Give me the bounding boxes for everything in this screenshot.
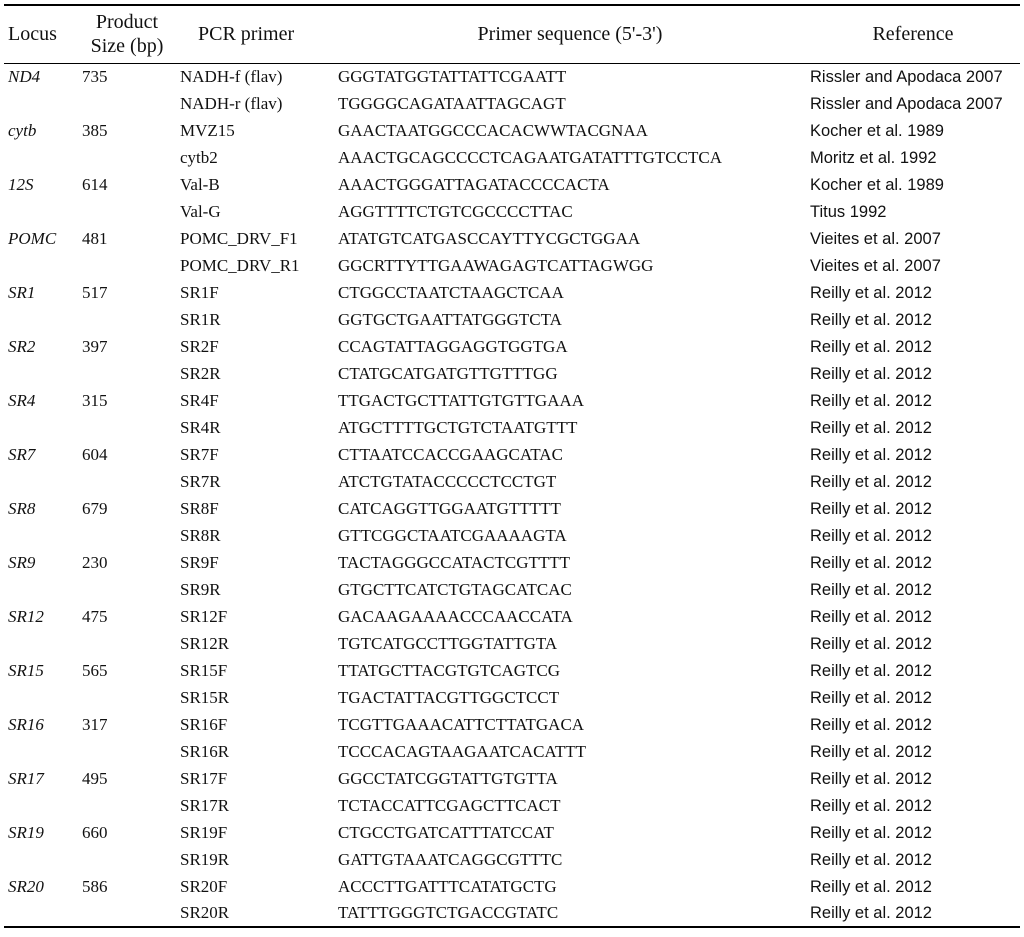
cell-primer-sequence: TGACTATTACGTTGGCTCCT: [338, 687, 560, 707]
cell-pcr-primer: SR8F: [180, 498, 219, 518]
cell-pcr-primer: SR19R: [180, 849, 230, 869]
cell-primer-sequence: ACCCTTGATTTCATATGCTG: [338, 876, 557, 896]
table-row: [4, 171, 1020, 198]
header-size-line2: Size (bp): [90, 35, 164, 58]
cell-reference: Reilly et al. 2012: [810, 715, 932, 734]
cell-pcr-primer: MVZ15: [180, 120, 235, 140]
table-row: [4, 630, 1020, 657]
header-product-size: [78, 5, 176, 63]
cell-product-size: 481: [82, 228, 108, 248]
cell-pcr-primer: POMC_DRV_F1: [180, 228, 298, 248]
cell-product-size: [78, 738, 176, 765]
cell-product-size: [78, 360, 176, 387]
table-row: [4, 576, 1020, 603]
cell-locus: [4, 522, 78, 549]
cell-locus: [4, 360, 78, 387]
cell-locus: SR12: [8, 606, 44, 626]
cell-locus: [4, 900, 78, 927]
cell-pcr-primer: SR4R: [180, 417, 221, 437]
cell-locus: [4, 684, 78, 711]
table-row: [4, 225, 1020, 252]
table-row: [4, 549, 1020, 576]
cell-primer-sequence: GTGCTTCATCTGTAGCATCAC: [338, 579, 572, 599]
cell-reference: Moritz et al. 1992: [810, 148, 937, 167]
cell-product-size: [78, 684, 176, 711]
cell-locus: SR7: [8, 444, 36, 464]
cell-product-size: [78, 144, 176, 171]
cell-primer-sequence: GGCCTATCGGTATTGTGTTA: [338, 768, 558, 788]
cell-pcr-primer: Val-B: [180, 174, 220, 194]
cell-product-size: 586: [82, 876, 108, 896]
cell-locus: [4, 846, 78, 873]
cell-primer-sequence: CTGGCCTAATCTAAGCTCAA: [338, 282, 564, 302]
cell-locus: [4, 468, 78, 495]
cell-product-size: [78, 900, 176, 927]
cell-primer-sequence: GGCRTTYTTGAAWAGAGTCATTAGWGG: [338, 255, 654, 275]
table-row: [4, 306, 1020, 333]
cell-locus: [4, 414, 78, 441]
cell-pcr-primer: SR19F: [180, 822, 228, 842]
cell-primer-sequence: GATTGTAAATCAGGCGTTTC: [338, 849, 563, 869]
cell-primer-sequence: TATTTGGGTCTGACCGTATC: [334, 900, 806, 927]
cell-primer-sequence: AGGTTTTCTGTCGCCCCTTAC: [338, 201, 573, 221]
cell-primer-sequence: AAACTGGGATTAGATACCCCACTA: [338, 174, 610, 194]
cell-locus: [4, 630, 78, 657]
cell-pcr-primer: Val-G: [180, 201, 221, 221]
table-row: [4, 603, 1020, 630]
cell-primer-sequence: GTTCGGCTAATCGAAAAGTA: [338, 525, 567, 545]
table-row: [4, 414, 1020, 441]
cell-locus: [4, 792, 78, 819]
cell-reference: Kocher et al. 1989: [810, 175, 944, 194]
table-row: [4, 657, 1020, 684]
table-row: [4, 792, 1020, 819]
cell-reference: Reilly et al. 2012: [810, 364, 932, 383]
cell-locus: SR20: [8, 876, 44, 896]
cell-locus: [4, 576, 78, 603]
table-row: [4, 441, 1020, 468]
table-row: [4, 252, 1020, 279]
table-row: [4, 522, 1020, 549]
cell-product-size: [78, 468, 176, 495]
table-row: [4, 360, 1020, 387]
cell-reference: Reilly et al. 2012: [810, 337, 932, 356]
table-row: [4, 468, 1020, 495]
cell-pcr-primer: cytb2: [180, 147, 218, 167]
cell-primer-sequence: TGTCATGCCTTGGTATTGTA: [338, 633, 558, 653]
cell-reference: Reilly et al. 2012: [810, 877, 932, 896]
cell-locus: [4, 738, 78, 765]
cell-reference: Reilly et al. 2012: [810, 526, 932, 545]
cell-product-size: 315: [82, 390, 108, 410]
table-row: [4, 900, 1020, 927]
cell-reference: Titus 1992: [810, 202, 887, 221]
cell-primer-sequence: ATGCTTTTGCTGTCTAATGTTT: [338, 417, 578, 437]
table-row: [4, 819, 1020, 846]
cell-locus: ND4: [8, 66, 41, 86]
cell-locus: [4, 306, 78, 333]
cell-pcr-primer: SR7R: [180, 471, 221, 491]
cell-reference: Reilly et al. 2012: [810, 634, 932, 653]
cell-pcr-primer: POMC_DRV_R1: [180, 255, 300, 275]
cell-locus: SR19: [8, 822, 44, 842]
cell-pcr-primer: SR20F: [180, 876, 228, 896]
cell-product-size: [78, 252, 176, 279]
cell-pcr-primer: SR9F: [180, 552, 219, 572]
cell-primer-sequence: TCTACCATTCGAGCTTCACT: [338, 795, 561, 815]
cell-primer-sequence: TCCCACAGTAAGAATCACATTT: [338, 741, 586, 761]
cell-pcr-primer: SR17F: [180, 768, 228, 788]
cell-product-size: [78, 306, 176, 333]
cell-pcr-primer: SR7F: [180, 444, 219, 464]
cell-product-size: 385: [82, 120, 108, 140]
cell-pcr-primer: SR15R: [180, 687, 230, 707]
table-row: [4, 279, 1020, 306]
cell-reference: Vieites et al. 2007: [810, 256, 941, 275]
cell-pcr-primer: SR15F: [180, 660, 228, 680]
cell-pcr-primer: NADH-r (flav): [180, 93, 283, 113]
cell-primer-sequence: TCGTTGAAACATTCTTATGACA: [338, 714, 585, 734]
cell-reference: Rissler and Apodaca 2007: [810, 94, 1003, 113]
cell-product-size: [78, 414, 176, 441]
table-row: [4, 711, 1020, 738]
cell-primer-sequence: TTATGCTTACGTGTCAGTCG: [338, 660, 561, 680]
cell-product-size: [78, 630, 176, 657]
cell-primer-sequence: ATATGTCATGASCCAYTTYCGCTGGAA: [338, 228, 641, 248]
cell-pcr-primer: SR16R: [180, 741, 230, 761]
cell-reference: Reilly et al. 2012: [810, 499, 932, 518]
table-row: [4, 333, 1020, 360]
cell-product-size: 397: [82, 336, 108, 356]
cell-product-size: 679: [82, 498, 108, 518]
cell-pcr-primer: SR12F: [180, 606, 228, 626]
table-row: [4, 90, 1020, 117]
cell-product-size: [78, 846, 176, 873]
cell-product-size: [78, 198, 176, 225]
cell-primer-sequence: TTGACTGCTTATTGTGTTGAAA: [338, 390, 585, 410]
cell-primer-sequence: GGGTATGGTATTATTCGAATT: [338, 66, 567, 86]
cell-product-size: 614: [82, 174, 108, 194]
cell-reference: Kocher et al. 1989: [810, 121, 944, 140]
cell-reference: Reilly et al. 2012: [810, 661, 932, 680]
cell-product-size: 495: [82, 768, 108, 788]
cell-reference: Reilly et al. 2012: [810, 283, 932, 302]
cell-primer-sequence: CATCAGGTTGGAATGTTTTT: [338, 498, 561, 518]
cell-product-size: 735: [82, 66, 108, 86]
cell-product-size: 660: [82, 822, 108, 842]
cell-primer-sequence: CTTAATCCACCGAAGCATAC: [338, 444, 563, 464]
cell-primer-sequence: GGTGCTGAATTATGGGTCTA: [338, 309, 562, 329]
cell-pcr-primer: SR8R: [180, 525, 221, 545]
cell-primer-sequence: TACTAGGGCCATACTCGTTTT: [338, 552, 571, 572]
cell-pcr-primer: NADH-f (flav): [180, 66, 283, 86]
cell-product-size: [78, 90, 176, 117]
cell-locus: SR2: [8, 336, 36, 356]
cell-reference: Reilly et al. 2012: [806, 900, 1020, 927]
cell-product-size: 230: [82, 552, 108, 572]
cell-pcr-primer: SR12R: [180, 633, 230, 653]
cell-reference: Reilly et al. 2012: [810, 445, 932, 464]
cell-product-size: 517: [82, 282, 108, 302]
table-row: [4, 117, 1020, 144]
cell-locus: SR17: [8, 768, 44, 788]
cell-locus: [4, 90, 78, 117]
cell-reference: Reilly et al. 2012: [810, 742, 932, 761]
cell-primer-sequence: ATCTGTATACCCCCTCCTGT: [338, 471, 557, 491]
cell-locus: [4, 252, 78, 279]
cell-locus: SR9: [8, 552, 36, 572]
cell-pcr-primer: SR16F: [180, 714, 228, 734]
cell-primer-sequence: GACAAGAAAACCCAACCATA: [338, 606, 573, 626]
table-row: [4, 765, 1020, 792]
cell-product-size: 317: [82, 714, 108, 734]
primer-table: [4, 4, 1020, 928]
cell-product-size: 604: [82, 444, 108, 464]
header-primer-sequence: Primer sequence (5'-3'): [334, 5, 806, 63]
cell-reference: Reilly et al. 2012: [810, 472, 932, 491]
header-size-line1: Product: [95, 11, 159, 34]
cell-primer-sequence: CTATGCATGATGTTGTTTGG: [338, 363, 558, 383]
cell-reference: Reilly et al. 2012: [810, 688, 932, 707]
table-row: [4, 198, 1020, 225]
cell-pcr-primer: SR17R: [180, 795, 230, 815]
table-body: [4, 63, 1020, 927]
cell-reference: Rissler and Apodaca 2007: [810, 67, 1003, 86]
cell-pcr-primer: SR4F: [180, 390, 219, 410]
cell-primer-sequence: CCAGTATTAGGAGGTGGTGA: [338, 336, 568, 356]
cell-pcr-primer: SR1R: [180, 309, 221, 329]
cell-locus: SR15: [8, 660, 44, 680]
cell-reference: Reilly et al. 2012: [810, 796, 932, 815]
cell-product-size: 565: [82, 660, 108, 680]
cell-reference: Reilly et al. 2012: [810, 607, 932, 626]
cell-pcr-primer: SR2R: [180, 363, 221, 383]
cell-primer-sequence: TGGGGCAGATAATTAGCAGT: [338, 93, 566, 113]
table-row: [4, 387, 1020, 414]
cell-locus: POMC: [8, 228, 57, 248]
table-row: [4, 846, 1020, 873]
cell-reference: Reilly et al. 2012: [810, 391, 932, 410]
cell-pcr-primer: SR9R: [180, 579, 221, 599]
cell-reference: Reilly et al. 2012: [810, 418, 932, 437]
cell-locus: 12S: [8, 174, 34, 194]
cell-reference: Reilly et al. 2012: [810, 553, 932, 572]
table-row: [4, 684, 1020, 711]
cell-product-size: [78, 522, 176, 549]
cell-locus: SR1: [8, 282, 36, 302]
header-locus: Locus: [4, 5, 78, 63]
table-row: [4, 873, 1020, 900]
cell-reference: Reilly et al. 2012: [810, 769, 932, 788]
header-row: [4, 5, 1020, 63]
cell-pcr-primer: SR2F: [180, 336, 219, 356]
table-row: [4, 144, 1020, 171]
table-row: [4, 738, 1020, 765]
cell-pcr-primer: SR1F: [180, 282, 219, 302]
header-pcr-primer: PCR primer: [176, 5, 334, 63]
cell-locus: cytb: [8, 120, 37, 140]
cell-pcr-primer: SR20R: [176, 900, 334, 927]
cell-primer-sequence: CTGCCTGATCATTTATCCAT: [338, 822, 554, 842]
cell-reference: Reilly et al. 2012: [810, 850, 932, 869]
header-reference: Reference: [806, 5, 1020, 63]
cell-product-size: 475: [82, 606, 108, 626]
cell-reference: Vieites et al. 2007: [810, 229, 941, 248]
cell-reference: Reilly et al. 2012: [810, 580, 932, 599]
cell-reference: Reilly et al. 2012: [810, 310, 932, 329]
cell-locus: [4, 144, 78, 171]
cell-locus: SR16: [8, 714, 44, 734]
cell-product-size: [78, 576, 176, 603]
cell-locus: [4, 198, 78, 225]
cell-product-size: [78, 792, 176, 819]
cell-primer-sequence: AAACTGCAGCCCCTCAGAATGATATTTGTCCTCA: [338, 147, 722, 167]
cell-primer-sequence: GAACTAATGGCCCACACWWTACGNAA: [338, 120, 648, 140]
table-row: [4, 495, 1020, 522]
cell-locus: SR4: [8, 390, 36, 410]
cell-reference: Reilly et al. 2012: [810, 823, 932, 842]
table-row: [4, 63, 1020, 90]
cell-locus: SR8: [8, 498, 36, 518]
